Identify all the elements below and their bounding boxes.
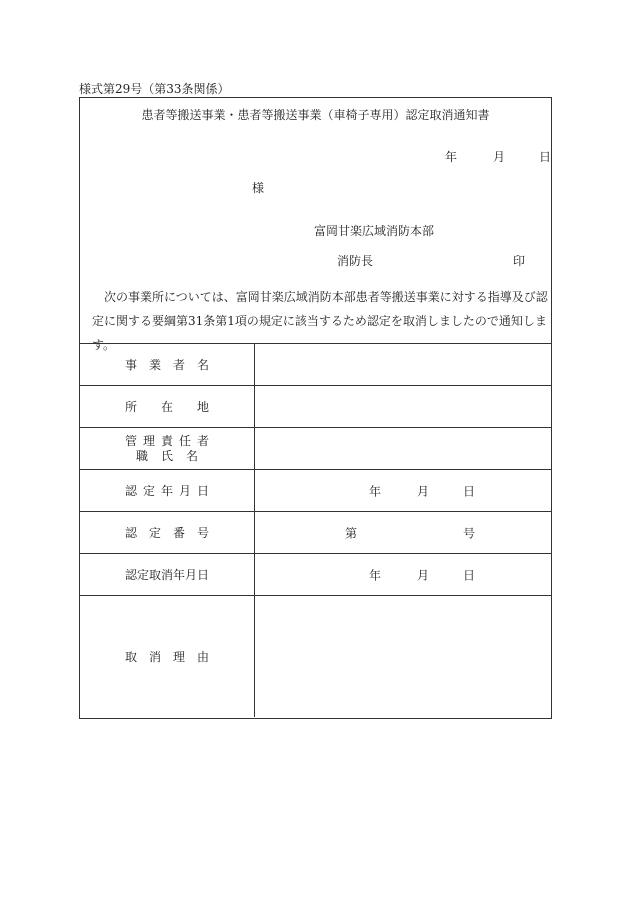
cancel-reason-value [255,596,552,718]
issuer-organization: 富岡甘楽広域消防本部 [314,224,435,238]
cert-date-value [255,470,552,512]
cert-number-suffix: 号 [463,526,476,540]
business-name-label: 事業者名 [125,358,209,372]
cancel-date-year: 年 [369,568,382,582]
table-row-cert-number [80,512,551,554]
cert-date-month: 月 [417,484,430,498]
addressee-honorific: 様 [252,181,265,195]
cert-date-label: 認定年月日 [125,484,209,498]
cert-number-value [255,512,552,554]
date-day: 日 [539,150,552,164]
document-title: 患者等搬送事業・患者等搬送事業（車椅子専用）認定取消通知書 [141,108,490,122]
seal-mark: 印 [513,254,526,268]
table-row-business-name [80,344,551,386]
notice-body-text: 次の事業所については、富岡甘楽広域消防本部患者等搬送事業に対する指導及び認定に関する要綱第31条第1項の規定に該当するため認定を取消しましたので通知します。 [92,290,548,352]
business-name-value [255,344,552,386]
form-number: 様式第29号（第33条関係） [79,82,230,96]
table-row-cancel-reason [80,596,551,718]
table-row-manager [80,428,551,470]
cert-number-prefix: 第 [345,526,358,540]
cancel-reason-label: 取消理由 [125,650,209,664]
date-month: 月 [493,150,506,164]
cancel-date-month: 月 [417,568,430,582]
manager-value [255,428,552,470]
cancel-date-day: 日 [463,568,476,582]
cert-date-year: 年 [369,484,382,498]
cert-number-label: 認定番号 [125,526,209,540]
cancel-date-value [255,554,552,596]
table-row-location [80,386,551,428]
manager-label-line1: 管理責任者 [125,433,209,448]
date-year: 年 [445,150,458,164]
table-row-cancel-date [80,554,551,596]
issuer-title: 消防長 [337,254,374,268]
manager-label-line2: 職氏名 [136,448,198,463]
cert-date-day: 日 [463,484,476,498]
details-table [80,343,551,717]
location-value [255,386,552,428]
location-label: 所在地 [125,400,209,414]
notice-frame [79,97,552,719]
table-row-cert-date [80,470,551,512]
cancel-date-label: 認定取消年月日 [124,568,209,582]
